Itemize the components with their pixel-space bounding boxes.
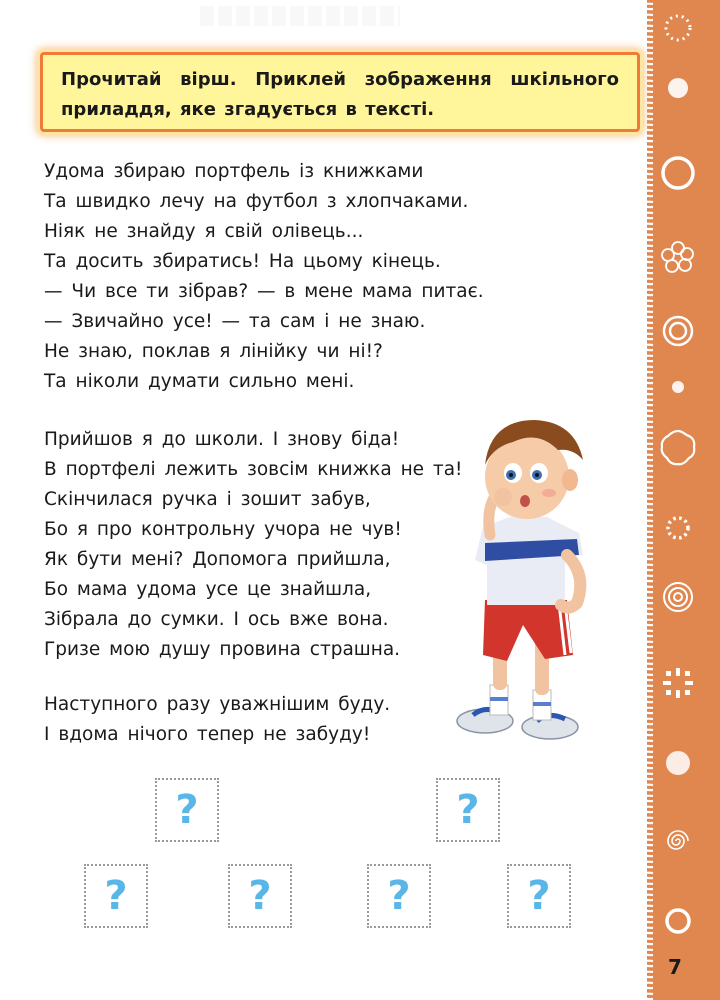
task-instruction-box: [40, 52, 640, 132]
poem-line: Наступного разу уважнішим буду.: [44, 694, 391, 715]
faint-background-text: [200, 6, 400, 26]
sunburst-icon: [655, 660, 701, 706]
poem-stanza-1: [44, 157, 484, 397]
concentric-rings-icon: [655, 574, 701, 620]
dotted-ring-icon: [655, 5, 701, 51]
double-ring-icon: [655, 308, 701, 354]
poem-line: Гризе мою душу провина страшна.: [44, 639, 401, 660]
poem-line: — Звичайно усе! — та сам і не знаю.: [44, 311, 426, 332]
poem-line: І вдома нічого тепер не забуду!: [44, 724, 371, 745]
poem-line: Скінчилася ручка і зошит забув,: [44, 489, 371, 510]
sticker-slot[interactable]: ?: [155, 778, 219, 842]
poem-line: Удома збираю портфель із книжками: [44, 161, 424, 182]
sticker-slot[interactable]: ?: [228, 864, 292, 928]
poem-stanza-3: [44, 690, 390, 750]
swirl-icon: [655, 818, 701, 864]
poem-line: Та досить збиратись! На цьому кінець.: [44, 251, 441, 272]
dot-icon: [655, 740, 701, 786]
dot-icon: [655, 65, 701, 111]
boy-thinking-illustration: [455, 415, 590, 745]
page-number: 7: [668, 955, 682, 979]
scalloped-outline-icon: [655, 425, 701, 471]
poem-line: Та ніколи думати сильно мені.: [44, 371, 355, 392]
task-instruction-text: Прочитай вірш. Приклей зображення шкільного приладдя, яке згадується в тексті.: [61, 69, 619, 120]
spiral-binding-icon: [633, 0, 655, 1000]
poem-line: Як бути мені? Допомога прийшла,: [44, 549, 391, 570]
sticker-slot[interactable]: ?: [507, 864, 571, 928]
sticker-slot[interactable]: ?: [367, 864, 431, 928]
dot-icon: [655, 364, 701, 410]
poem-line: Ніяк не знайду я свій олівець...: [44, 221, 364, 242]
ring-icon: [655, 898, 701, 944]
sticker-slot[interactable]: ?: [84, 864, 148, 928]
poem-line: Не знаю, поклав я лінійку чи ні!?: [44, 341, 383, 362]
poem-line: Бо я про контрольну учора не чув!: [44, 519, 402, 540]
poem-line: Та швидко лечу на футбол з хлопчаками.: [44, 191, 469, 212]
dotted-ring-icon: [655, 505, 701, 551]
sticker-slot[interactable]: ?: [436, 778, 500, 842]
ring-icon: [655, 150, 701, 196]
poem-line: В портфелі лежить зовсім книжка не та!: [44, 459, 463, 480]
poem-line: — Чи все ти зібрав? — в мене мама питає.: [44, 281, 484, 302]
poem-line: Бо мама удома усе це знайшла,: [44, 579, 372, 600]
flower-outline-icon: [655, 235, 701, 281]
poem-line: Зібрала до сумки. І ось вже вона.: [44, 609, 389, 630]
poem-line: Прийшов я до школи. І знову біда!: [44, 429, 400, 450]
poem-stanza-2: [44, 425, 462, 665]
